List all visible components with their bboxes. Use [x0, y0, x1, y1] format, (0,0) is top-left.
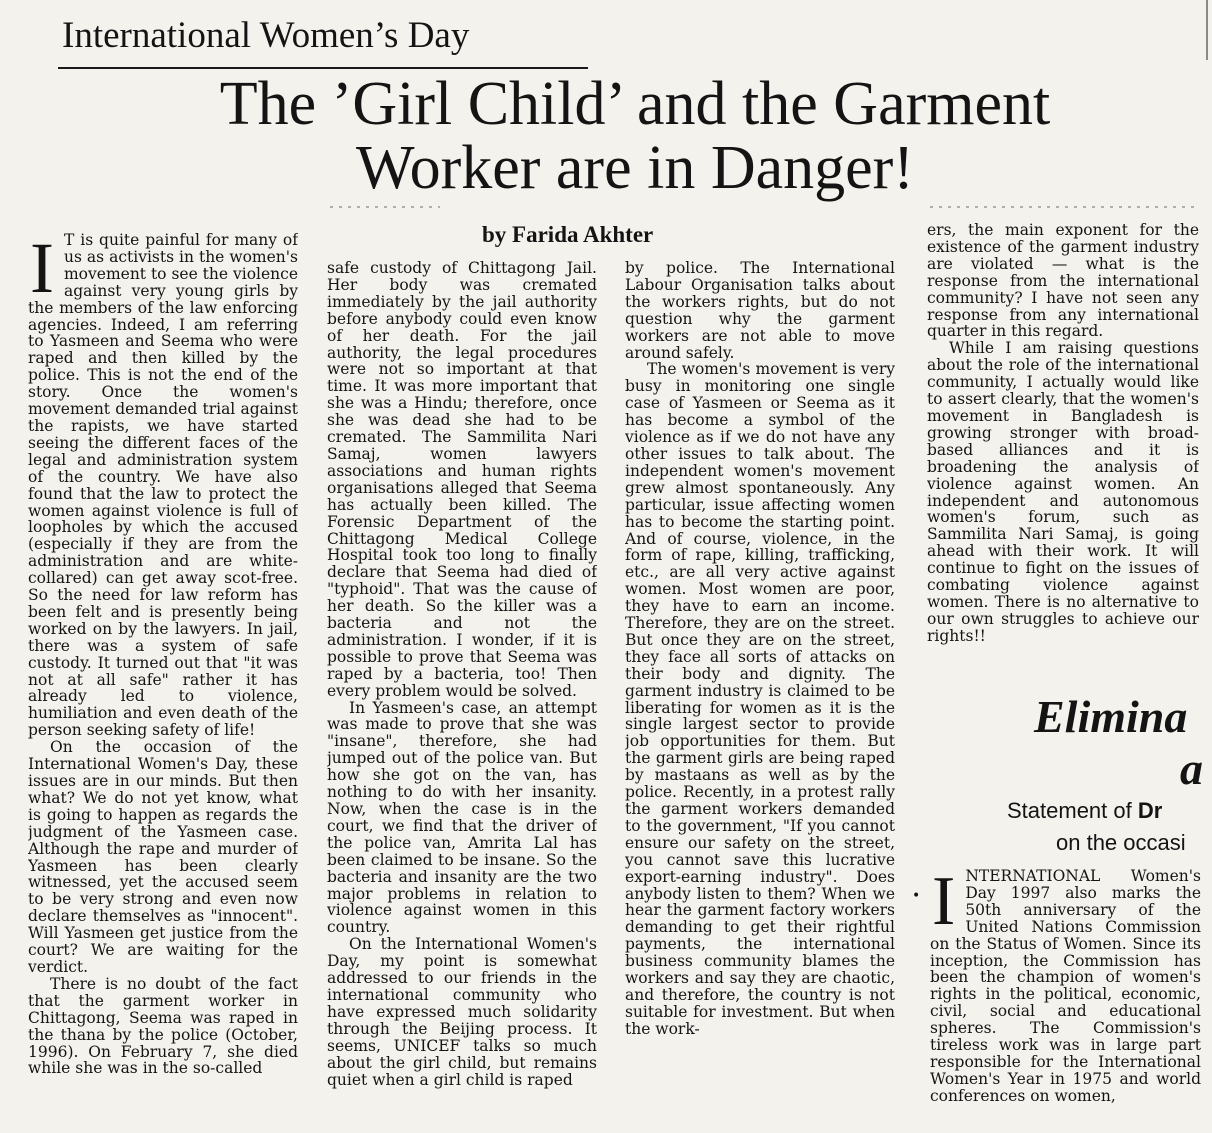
kicker-rule	[58, 67, 588, 69]
article-paragraph: While I am raising questions about the role of the international community, I actually would like to assert clearly, that the women's movement in Bangladesh is growing stronger with broad-based alliances and it is broadening the analysis of violence against women. An independent and autonomous women's forum, such as Sammilita Nari Samaj, is going ahead with their work. It will continue to fight on the issues of combating violence against women. There is no alternative to our own struggles to achieve our rights!!	[927, 339, 1199, 645]
edge-mark	[1206, 0, 1212, 60]
article-column-4	[927, 222, 1199, 682]
sidebar-title-line-2: a	[1180, 743, 1203, 794]
article-paragraph: The women's movement is very busy in monitoring one single case of Yasmeen or Seema as it has become a symbol of the violence as if we do not have any other issues to talk about. The independent women's movement grew almost spontaneously. Any particular, issue affecting women has to become the starting point. And of course, violence, in the form of rape, killing, trafficking, etc., are all very active against women. Most women are poor, they have to earn an income. Therefore, they are on the street. But once they are on the street, they face all sorts of attacks on their body and dignity. The garment industry is claimed to be liberating for women as it is the single largest sector to provide job opportunities for them. But the garment girls are being raped by mastaans as well as by the police. Recently, in a protest rally the garment workers demanded to the government, "If you cannot ensure our safety on the street, you cannot save this lucrative export-earning industry". Does anybody listen to them? When we hear the garment factory workers demanding to get their rightful payments, the international business community blames the workers and say they are chaotic, and therefore, the country is not suitable for investment. But when the work-	[625, 360, 895, 1038]
sidebar-body-column	[930, 868, 1201, 1133]
speck-row-right	[930, 206, 1200, 208]
article-column-3	[625, 260, 895, 1133]
headline-line-1: The ’Girl Child’ and the Garment	[219, 70, 1051, 138]
article-paragraph: ers, the main exponent for the existence of the garment industry are violated — what is the response from the international community? I have not seen any response from any international quarter in this regard.	[927, 222, 1199, 341]
article-paragraph: On the occasion of the International Women's Day, these issues are in our minds. But then what? We do not yet know, what is going to happen as regards the judgment of the Yasmeen case. Although the rape and murder of Yasmeen has been clearly witnessed, yet the accused seem to be very strong and even now declare themselves as "innocent". Will Yasmeen get justice from the court? We are waiting for the verdict.	[28, 738, 298, 976]
sidebar-drop-cap: I	[932, 868, 956, 940]
article-paragraph: On the International Women's Day, my point is somewhat addressed to our friends in the international community who have expressed much solidarity through the Beijing process. It seems, UNICEF talks so much about the girl child, but remains quiet when a girl child is raped	[327, 935, 597, 1089]
speck-row-left	[330, 206, 440, 208]
article-paragraph: There is no doubt of the fact that the garment worker in Chittagong, Seema was raped in the thana by the police (October, 1996). On February 7, she died while she was in the so-called	[28, 974, 298, 1078]
article-paragraph: T is quite painful for many of us as activists in the women's movement to see the violence against very young girls by the members of the law enforcing agencies. Indeed, I am referring to Yasmeen and Seema who were raped and then killed by the police. This is not the end of the story. Once the women's movement demanded trial against the rapists, we have started seeing the different faces of the legal and administration system of the country. We have also found that the law to protect the women against violence is full of loopholes by which the accused (especially if they are from the administration and are white-collared) can get away scot-free. So the need for law reform has been felt and is presently being worked on by the lawyers. In jail, there was a system of safe custody. It turned out that "it was not at all safe" rather it has already led to violence, humiliation and even death of the person seeking safety of life!	[28, 232, 298, 740]
article-paragraph: In Yasmeen's case, an attempt was made to prove that she was "insane", therefore, she had jumped out of the police van. But how she got on the van, has nothing to do with her insanity. Now, when the case is in the court, we find that the driver of the police van, Amrita Lal has been claimed to be insane. So the bacteria and insanity are the two major problems in relation to violence against women in this country.	[327, 698, 597, 937]
headline-line-2: Worker are in Danger!	[356, 134, 914, 202]
article-column-2	[327, 260, 597, 1133]
sidebar-subtitle-line-1	[1007, 798, 1162, 824]
article-paragraph: safe custody of Chittagong Jail. Her body was cremated immediately by the jail authority before anybody could even know of her death. For the jail authority, the legal procedures were not so important at that time. It was more important that she was a Hindu; therefore, once she was dead she had to be cremated. The Sammilita Nari Samaj, women lawyers associations and human rights organisations alleged that Seema has actually been killed. The Forensic Department of the Chittagong Medical College Hospital took too long to finally declare that Seema had died of "typhoid". That was the cause of her death. So the killer was a bacteria and not the administration. I wonder, if it is possible to prove that Seema was raped by a bacteria, too! Then every problem would be solved.	[327, 260, 597, 700]
kicker: International Women’s Day	[62, 15, 470, 56]
sidebar-subtitle-line-2: on the occasi	[1056, 830, 1186, 855]
sidebar-bullet: •	[912, 888, 921, 904]
article-column-1	[28, 232, 298, 1133]
sidebar-subtitle-name: Dr	[1137, 798, 1163, 823]
sidebar-title-line-1: Eliminɑ	[1034, 691, 1188, 742]
drop-cap: I	[30, 232, 54, 308]
headline	[60, 72, 1210, 200]
byline: by Farida Akhter	[482, 222, 654, 247]
sidebar-subtitle-prefix: Statement of	[1007, 798, 1138, 823]
article-paragraph: by police. The International Labour Organisation talks about the workers rights, but do not question why the garment workers are not able to move around safely.	[625, 260, 895, 362]
sidebar-paragraph: NTERNATIONAL Women's Day 1997 also marks the 50th anniversary of the United Nations Commission on the Status of Women. Since its inception, the Commission has been the champion of women's rights in the political, economic, civil, social and educational spheres. The Commission's tireless work was in large part responsible for the International Women's Year in 1975 and world conferences on women,	[930, 868, 1201, 1105]
